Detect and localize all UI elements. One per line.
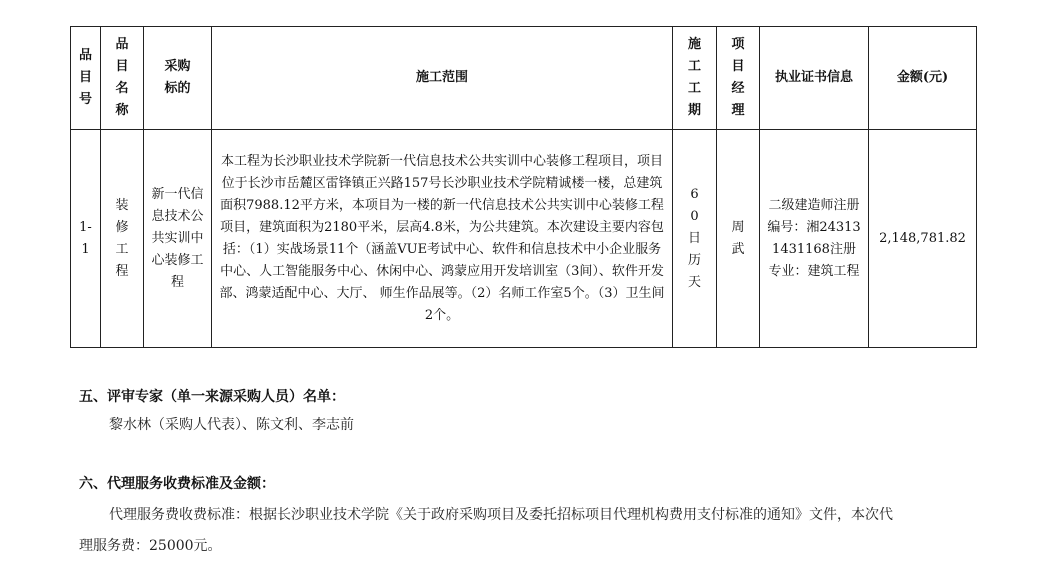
table-row [71, 130, 977, 348]
cell-manager: 周武 [717, 130, 760, 348]
header-manager: 项目经理 [717, 27, 760, 130]
header-item-name: 品目名称 [101, 27, 144, 130]
cell-period: 60日历天 [673, 130, 717, 348]
fee-standard-line2: 理服务费：25000元。 [79, 538, 222, 554]
cell-cert: 二级建造师注册编号：湘243131431168注册专业：建筑工程 [760, 130, 869, 348]
cell-target: 新一代信息技术公共实训中心装修工程 [144, 130, 212, 348]
header-scope: 施工范围 [212, 27, 673, 130]
table-header-row [71, 27, 977, 130]
cell-item-name: 装修工程 [101, 130, 144, 348]
fee-standard-line1: 代理服务费收费标准：根据长沙职业技术学院《关于政府采购项目及委托招标项目代理机构费用支付标准的通知》文件，本次代 [109, 507, 893, 523]
cell-amount: 2,148,781.82 [869, 130, 977, 348]
header-item-code: 品目号 [71, 27, 101, 130]
award-table [70, 26, 977, 348]
cell-scope: 本工程为长沙职业技术学院新一代信息技术公共实训中心装修工程项目，项目位于长沙市岳麓区雷锋镇正兴路157号长沙职业技术学院精诚楼一楼，总建筑面积7988.12平方米，本项目为一楼的新一代信息技术公共实训中心装修工程项目，建筑面积为2180平米，层高4.8米，为公共建筑。本次建设主要内容包括：（1）实战场景11个（涵盖VUE考试中心、软件和信息技术中小企业服务中心、人工智能服务中心、休闲中心、鸿蒙应用开发培训室（3间）、软件开发部、鸿蒙适配中心、大厅、 师生作品展等。（2）名师工作室5个。（3）卫生间2个。 [212, 130, 673, 348]
section6-title: 六、代理服务收费标准及金额： [79, 476, 275, 492]
expert-names: 黎水林（采购人代表）、陈文利、李志前 [109, 417, 354, 433]
header-cert: 执业证书信息 [760, 27, 869, 130]
header-target: 采购标的 [144, 27, 212, 130]
header-period: 施工工期 [673, 27, 717, 130]
section5-title: 五、评审专家（单一来源采购人员）名单： [79, 389, 345, 405]
header-amount: 金额(元) [869, 27, 977, 130]
cell-item-code: 1-1 [71, 130, 101, 348]
